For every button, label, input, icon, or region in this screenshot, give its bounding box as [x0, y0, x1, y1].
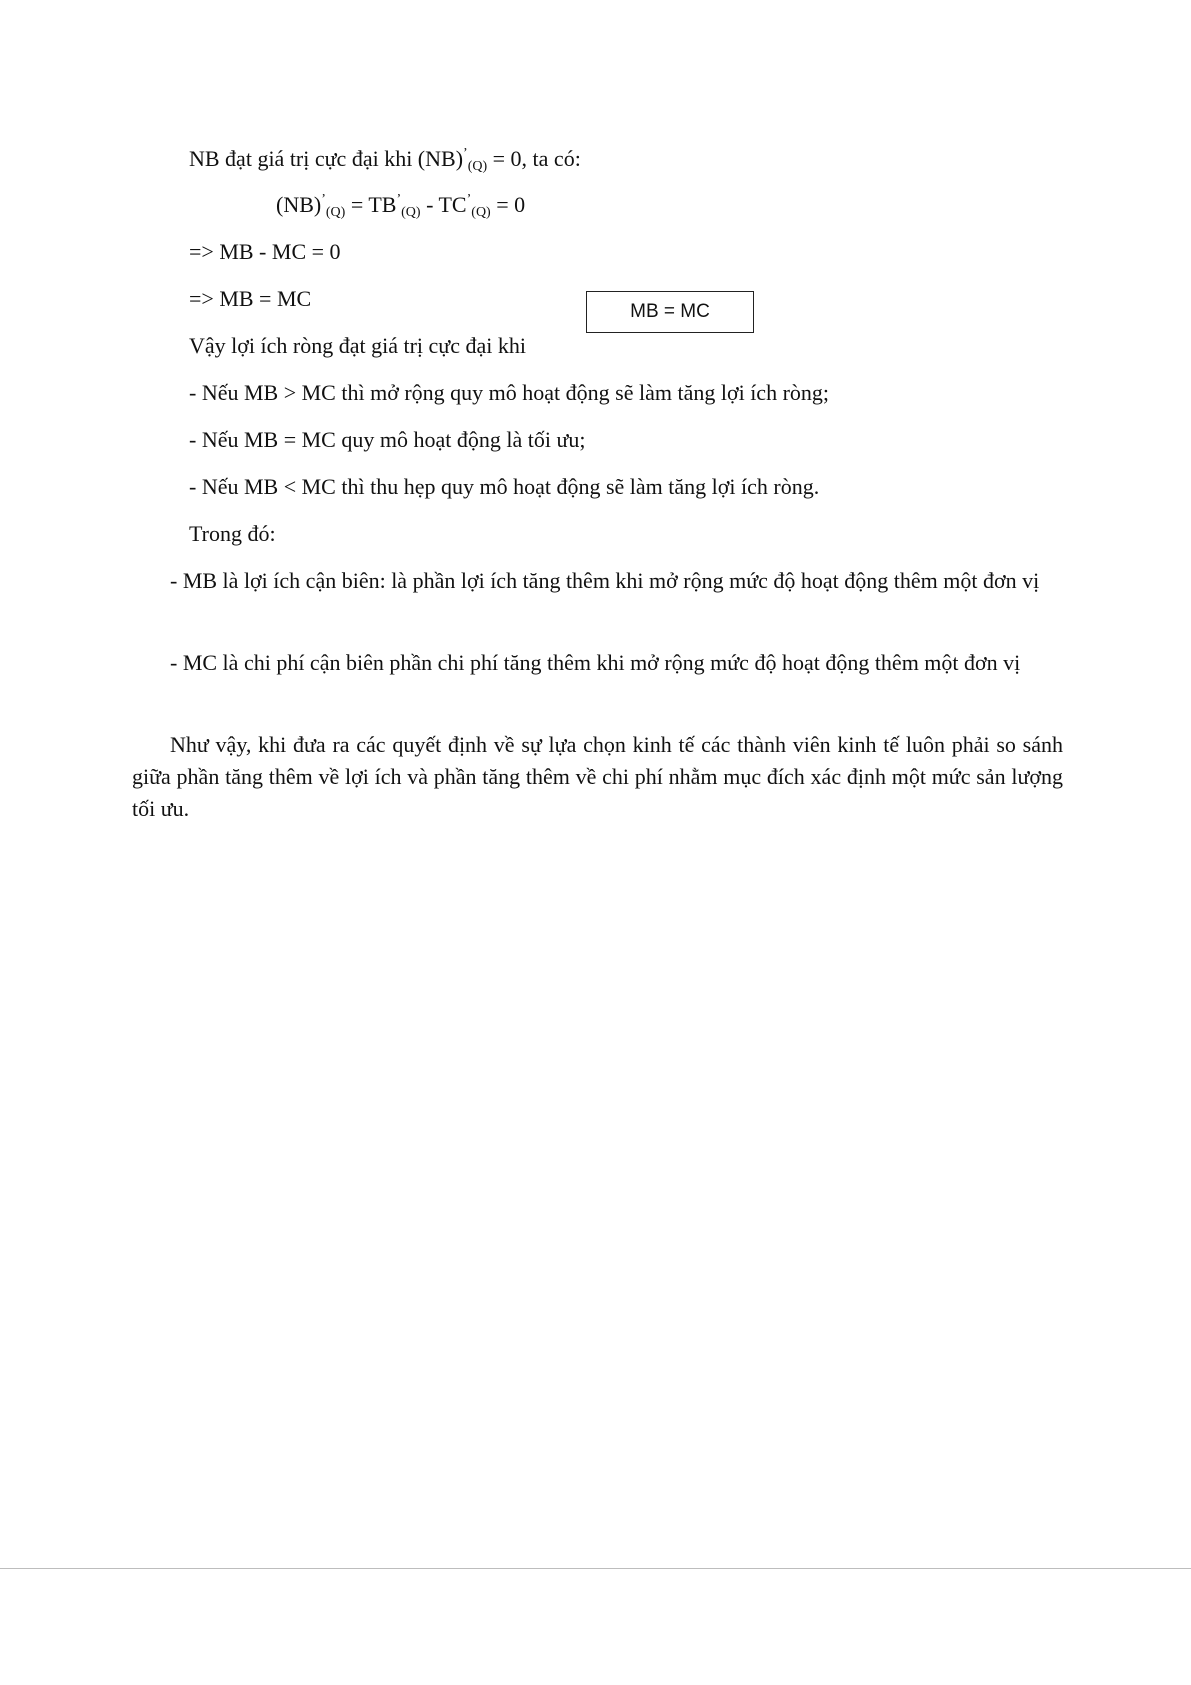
rule-expand: - Nếu MB > MC thì mở rộng quy mô hoạt động sẽ làm tăng lợi ích ròng;	[189, 380, 830, 405]
derivative-mark: ’	[463, 146, 468, 161]
condition-text: NB đạt giá trị cực đại khi (NB)	[189, 146, 464, 171]
highlight-box-text: MB = MC	[630, 301, 710, 322]
implication-line-1: => MB - MC = 0	[189, 239, 341, 264]
subscript-q: (Q)	[467, 159, 488, 174]
eq-zero: = 0	[490, 192, 526, 217]
implication-line-2: => MB = MC	[189, 286, 312, 311]
derivative-equation	[276, 192, 525, 218]
eq-tc-prime: ’	[466, 192, 472, 207]
rule-optimal: - Nếu MB = MC quy mô hoạt động là tối ưu;	[189, 427, 586, 452]
eq-nb-prime: ’	[321, 192, 326, 207]
condition-line	[189, 146, 581, 172]
summary-paragraph: Như vậy, khi đưa ra các quyết định về sự lựa chọn kinh tế các thành viên kinh tế luôn phải so sánh giữa phần tăng thêm về lợi ích và phần tăng thêm về chi phí nhằm mục đích xác định một mức sản lượng tối ưu.	[132, 732, 1063, 821]
where-label: Trong đó:	[189, 521, 276, 546]
eq-tb-sub: (Q)	[401, 205, 421, 220]
rule-shrink: - Nếu MB < MC thì thu hẹp quy mô hoạt động sẽ làm tăng lợi ích ròng.	[189, 474, 820, 499]
definition-mc: - MC là chi phí cận biên phần chi phí tăng thêm khi mở rộng mức độ hoạt động thêm một đơn vị	[170, 650, 1021, 675]
eq-tc-sub: (Q)	[471, 205, 491, 220]
eq-tb: = TB	[345, 192, 397, 217]
eq-tc: - TC	[420, 192, 467, 217]
conclusion-line: Vậy lợi ích ròng đạt giá trị cực đại khi	[189, 333, 526, 358]
condition-text-end: = 0, ta có:	[487, 146, 581, 171]
eq-nb-sub: (Q)	[325, 205, 346, 220]
eq-tb-prime: ’	[396, 192, 402, 207]
highlight-box	[586, 291, 754, 333]
definition-mb: - MB là lợi ích cận biên: là phần lợi ích tăng thêm khi mở rộng mức độ hoạt động thêm một đơn vị	[170, 568, 1040, 593]
footer-divider	[0, 1568, 1191, 1569]
eq-nb: (NB)	[276, 192, 322, 217]
